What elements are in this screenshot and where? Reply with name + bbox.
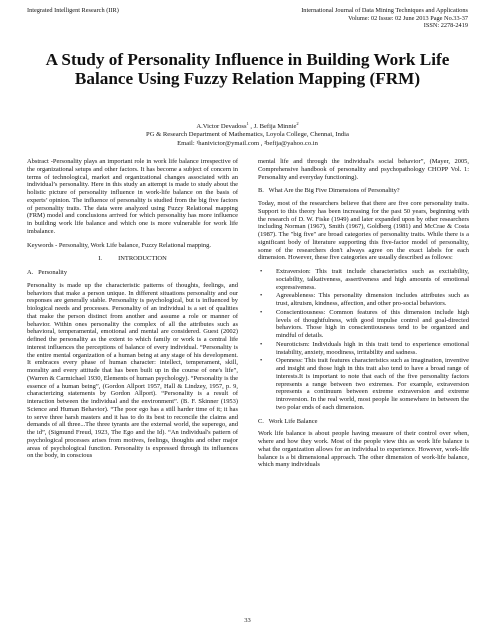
bullet-icon: • <box>260 268 263 275</box>
journal-info <box>301 7 468 30</box>
list-item: • Openness: This trait features characteristics such as imagination, inventive and insight and those high in this trait also tend to have a broad range of interests.It is important to note that each of the five personality factors represents a range between two extremes. For example, extraversion represents a continuum between extreme extraversion and extreme introversion. In the real world, most people lie somewhere in between the two polar ends of each dimension. <box>260 357 469 411</box>
journal-issn: ISSN: 2278-2419 <box>423 22 468 30</box>
list-item: • Extraversion: This trait include characteristics such as excitability, sociability, talkativeness, assertiveness and high amounts of emotional expressiveness. <box>260 268 469 291</box>
bullet-icon: • <box>260 292 263 300</box>
author-email: Email: ¹hanivictor@ymail.com , ²befija@yahoo.co.in <box>177 139 318 147</box>
bullet-icon: • <box>260 357 263 365</box>
list-item: • Agreeableness: This personality dimension includes attributes such as trust, altruism, kindness, affection, and other pro-social behaviors. <box>260 292 469 307</box>
left-column <box>27 158 238 466</box>
section-heading-introduction: I. INTRODUCTION <box>98 255 167 263</box>
keywords: Keywords - Personality, Work Life balance, Fuzzy Relational mapping. <box>27 241 211 249</box>
journal-publisher: Integrated Intelligent Research (IIR) <box>27 7 119 14</box>
author-names: A.Victor Devadoss$^1$ , J. Befija Minnie$^2$ <box>196 121 299 131</box>
traits-list <box>258 268 469 412</box>
author-block <box>0 120 495 148</box>
big-five-paragraph: Today, most of the researchers believe that there are five core personality traits. Support to this theory has been increasing for the past 50 years, beginning with the research of D. W. Fiske (1949) and later expanded upon by other researchers including Norman (1967), Smith (1967), Goldberg (1981) and McCrae & Costa (1987). The "big five" are broad categories of personality traits. While there is a significant body of literature supporting this five-factor model of personality, some of the researchers don't always agree on the exact labels for each dimension. However, these five categories are usually described as follows: <box>258 200 469 262</box>
abstract: Abstract -Personality plays an important role in work life balance irrespective of the organizational setups and other factors. It has become a subject of concern in terms of technological, market and organizational changes associated with an individual’s personality. Here in this study an attempt is made to study about the holistic picture of personality influence in work-life balance on the basis of experts’ opinion. The influence of personality is studied from the big five factors of personality traits. The data were analyzed using Fuzzy Relational mapping (FRM) model and conclusions arrived for which personality has more influence in building work life balance and which one is more vulnerable for work life imbalance. <box>27 158 238 235</box>
continued-paragraph: mental life and through the individual's social behavior”, (Mayer, 2005, Comprehensive handbook of personality and psychopathology CHOPP Vol. 1: Personality and everyday functioning). <box>258 158 469 181</box>
page-number: 33 <box>244 617 251 624</box>
work-life-paragraph: Work life balance is about people having measure of their control over when, where and how they work. Most of the people view this as work life balance is what the organization allows for an individual to experience. However, work-life balance is a bi dimensional approach. The other dimension of work-life balance, which many individuals <box>258 430 469 469</box>
personality-paragraph: Personality is made up the characteristic patterns of thoughts, feelings, and behaviors that make a person unique. In different situations personality and our responses are generally stable. Personality is psychological, but is influenced by biological needs and processes. Personality of an individual is a set of qualities that make the person distinct from another and assume a role or manner of behavior. Within ones personality the complex of all the attributes such as behavioral, temperamental, emotional and mental are considered. Guest (2002) defined the personality as the extent to which family or work is a central life interest influences the perceptions of balance of every individual. “Personality is the entire mental organization of a human being at any stage of his development. It embraces every phase of human character: intellect, temperament, skill, morality and every attitude that has been built up in the course of one's life”, (Warren & Carmichael 1930, Elements of human psychology). “Personality is the essence of a human being”, (Gordon Allport 1957, Hall & Lindzey, 1957, p. 9, characterizing statements by Gordon Allport). “Personality is a result of interaction between the individual and the environment”. (B. F. Skinner (1953) Science and Human Behavior). “The poor ego has a still harder time of it; it has to serve three harsh masters and it has to do its best to reconcile the claims and demands of all three...The three tyrants are the external world, the superego, and the id”, (Sigmund Freud, 1923, The Ego and the Id). “An individual's pattern of psychological processes arises from motives, feelings, thoughts and other major areas of psychological function. Personality is expressed through its influences on the body, in conscious <box>27 281 238 460</box>
author-affiliation: PG & Research Department of Mathematics, Loyola College, Chennai, India <box>146 131 349 139</box>
subsection-heading-work-life: C. Work Life Balance <box>258 417 318 425</box>
subsection-heading-personality: A. Personality <box>27 269 68 276</box>
list-item: • Conscientiousness: Common features of this dimension include high levels of thoughtfulness, with good impulse control and goal-directed behaviors. Those high in conscientiousness tend to be organized and mindful of details. <box>260 308 469 339</box>
right-column <box>258 158 469 475</box>
journal-volume: Volume: 02 Issue: 02 June 2013 Page No.33-37 <box>348 14 468 22</box>
bullet-icon: • <box>260 308 263 316</box>
paper-title: A Study of Personality Influence in Building Work Life Balance Using Fuzzy Relation Mapping (FRM) <box>45 50 450 88</box>
bullet-icon: • <box>260 340 263 348</box>
journal-name: International Journal of Data Mining Techniques and Applications <box>301 7 468 14</box>
list-item: • Neuroticism: Individuals high in this trait tend to experience emotional instability, anxiety, moodiness, irritability and sadness. <box>260 340 469 356</box>
subsection-heading-big-five: B. What Are the Big Five Dimensions of Personality? <box>258 187 400 195</box>
